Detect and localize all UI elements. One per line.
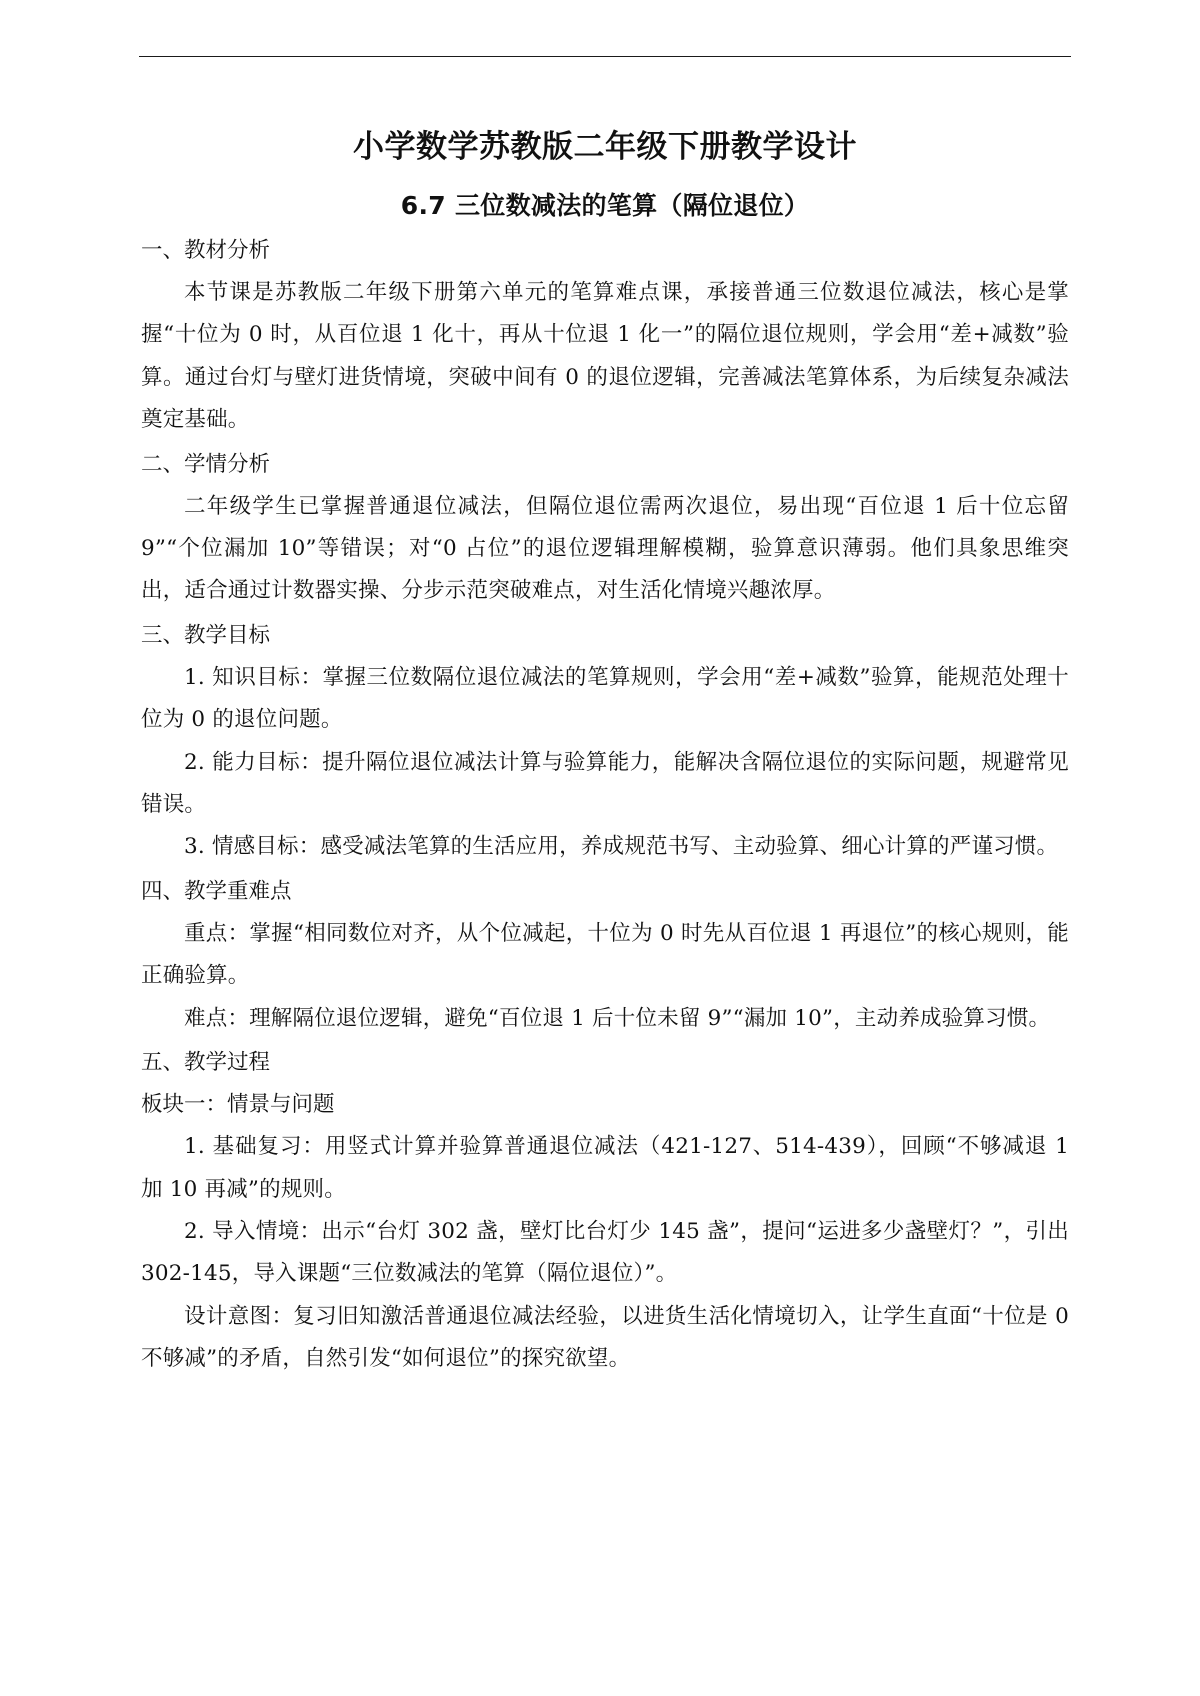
section-heading-teaching-goals: 三、教学目标 [141,622,271,648]
block-label-scene-and-problem: 板块一：情景与问题 [141,1092,335,1118]
paragraph-ability-goal: 2. 能力目标：提升隔位退位减法计算与验算能力，能解决含隔位退位的实际问题，规避常见错误。 [141,749,1069,818]
document-title: 小学数学苏教版二年级下册教学设计 [353,129,857,165]
paragraph-design-intent: 设计意图：复习旧知激活普通退位减法经验，以进货生活化情境切入，让学生直面“十位是 0 不够减”的矛盾，自然引发“如何退位”的探究欲望。 [141,1303,1069,1372]
paragraph-basic-review: 1. 基础复习：用竖式计算并验算普通退位减法（421-127、514-439），回顾“不够减退 1 加 10 再减”的规则。 [141,1134,1069,1202]
paragraph-key-point: 重点：掌握“相同数位对齐，从个位减起，十位为 0 时先从百位退 1 再退位”的核心规则，能正确验算。 [141,920,1069,989]
paragraph-textbook-analysis: 本节课是苏教版二年级下册第六单元的笔算难点课，承接普通三位数退位减法，核心是掌握“十位为 0 时，从百位退 1 化十，再从十位退 1 化一”的隔位退位规则，学会用“差+减数”验算。通过台灯与壁灯进货情境，突破中间有 0 的退位逻辑，完善减法笔算体系，为后续复杂减法奠定基础。 [141,280,1069,433]
paragraph-scenario-intro: 2. 导入情境：出示“台灯 302 盏，壁灯比台灯少 145 盏”，提问“运进多少盏壁灯？”，引出 302-145，导入课题“三位数减法的笔算（隔位退位）”。 [141,1218,1069,1287]
document-body [141,118,1069,1381]
paragraph-difficult-point: 难点：理解隔位退位逻辑，避免“百位退 1 后十位未留 9”“漏加 10”，主动养成验算习惯。 [184,1005,1051,1031]
header-rule [139,56,1071,57]
paragraph-knowledge-goal: 1. 知识目标：掌握三位数隔位退位减法的笔算规则，学会用“差+减数”验算，能规范处理十位为 0 的退位问题。 [141,664,1069,733]
section-heading-key-difficult-points: 四、教学重难点 [141,878,292,904]
section-heading-textbook-analysis: 一、教材分析 [141,238,271,263]
section-heading-teaching-process: 五、教学过程 [141,1050,271,1076]
paragraph-emotion-goal: 3. 情感目标：感受减法笔算的生活应用，养成规范书写、主动验算、细心计算的严谨习惯。 [184,834,1059,860]
document-subtitle: 6.7 三位数减法的笔算（隔位退位） [400,191,810,220]
paragraph-student-analysis: 二年级学生已掌握普通退位减法，但隔位退位需两次退位，易出现“百位退 1 后十位忘留 9”“个位漏加 10”等错误；对“0 占位”的退位逻辑理解模糊，验算意识薄弱。他们具象思维突出，适合通过计数器实操、分步示范突破难点，对生活化情境兴趣浓厚。 [141,493,1069,604]
section-heading-student-analysis: 二、学情分析 [141,451,271,477]
